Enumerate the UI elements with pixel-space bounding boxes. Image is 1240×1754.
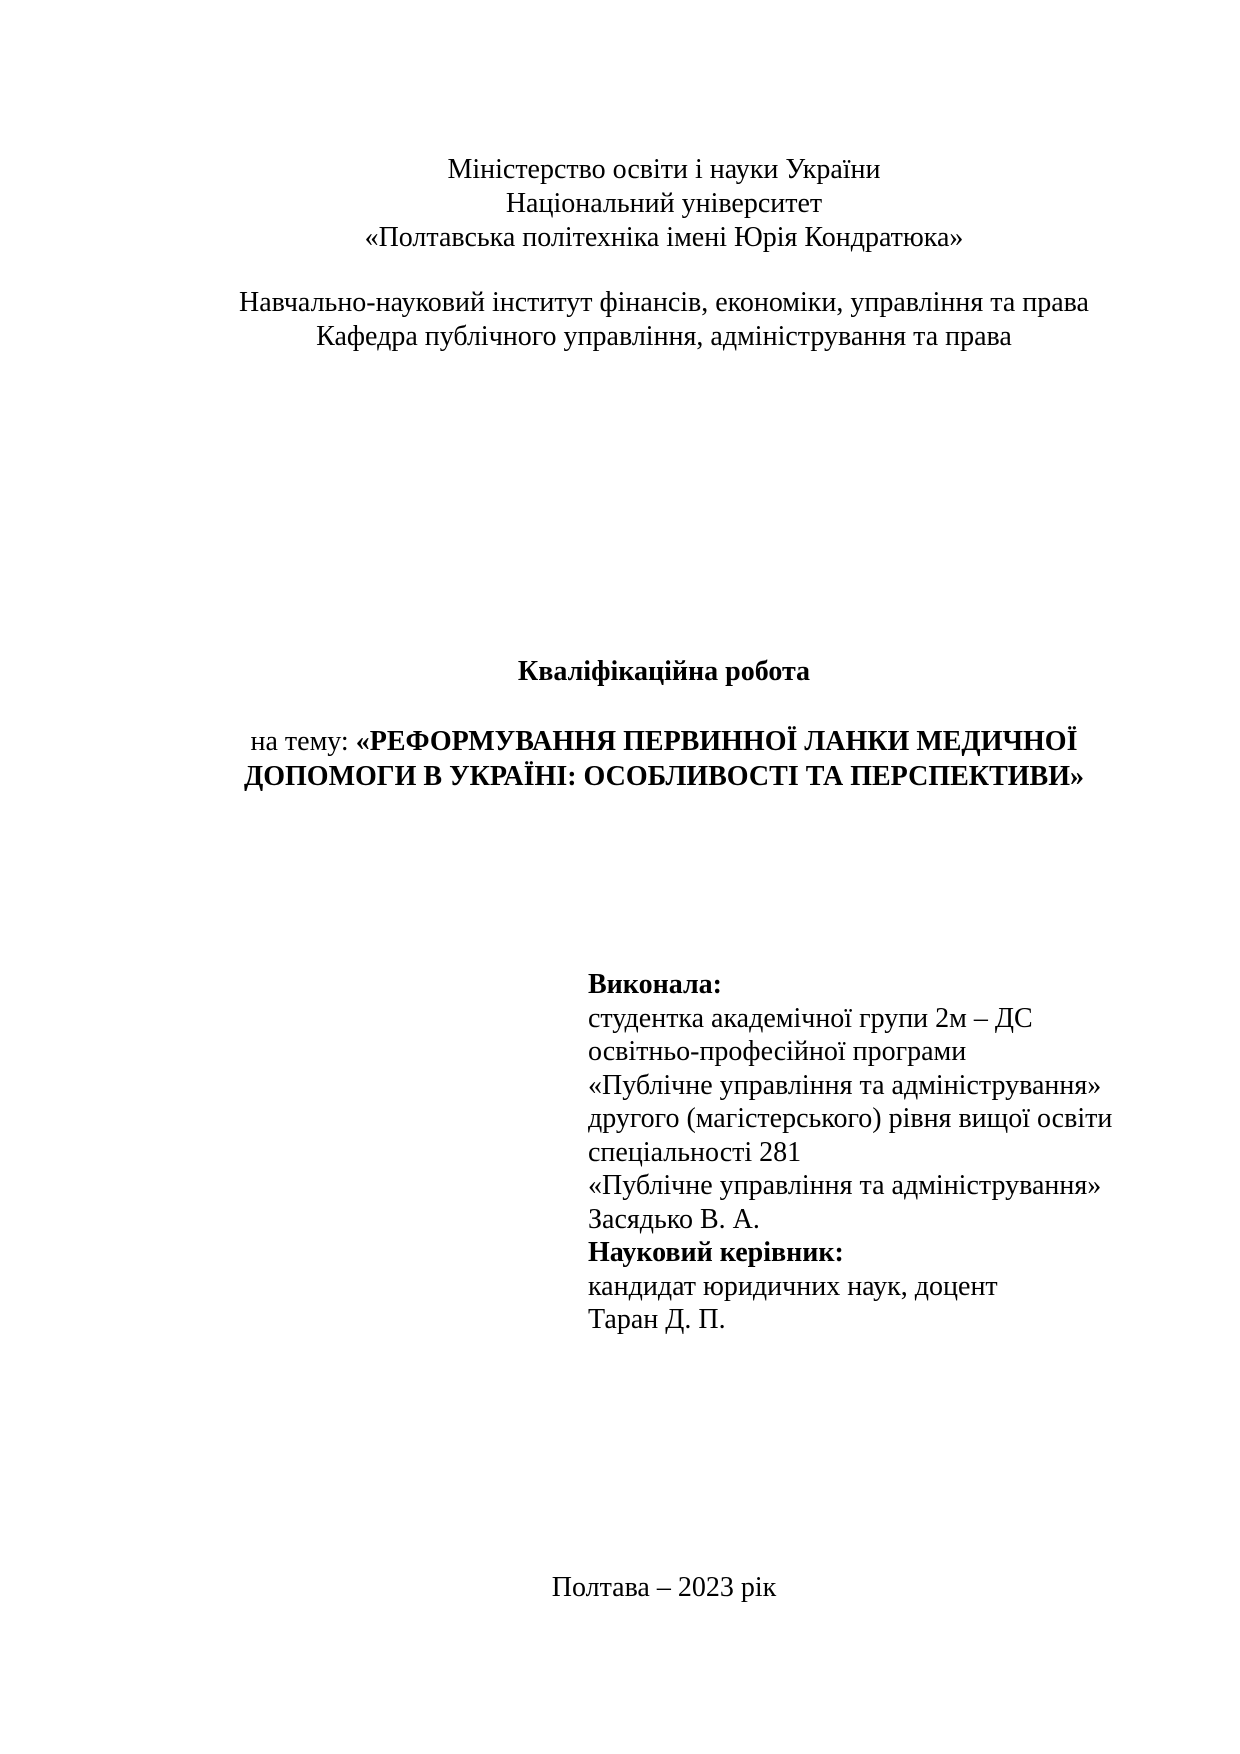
author-line: спеціальності 281 <box>588 1136 802 1168</box>
city-year-line: Полтава – 2023 рік <box>551 1572 777 1603</box>
author-line: другого (магістерського) рівня вищої освіти <box>588 1103 1113 1134</box>
ministry-line: Міністерство освіти і науки України <box>447 154 881 185</box>
supervisor-name-line: Таран Д. П. <box>588 1304 726 1335</box>
author-line: «Публічне управління та адміністрування» <box>588 1069 1102 1101</box>
institution-header <box>177 153 1151 255</box>
topic-prefix: на тему: <box>250 726 356 757</box>
author-block <box>588 968 1151 1337</box>
work-topic <box>177 724 1151 794</box>
performed-by-label: Виконала: <box>588 969 722 1000</box>
author-line: студентка академічної групи 2м – ДС <box>588 1002 1033 1034</box>
author-line: «Публічне управління та адміністрування» <box>588 1170 1102 1201</box>
author-name-line: Засядько В. А. <box>588 1203 760 1235</box>
topic-title-part-1: «РЕФОРМУВАННЯ ПЕРВИННОЇ ЛАНКИ МЕДИЧНОЇ <box>355 726 1078 757</box>
supervisor-label: Науковий керівник: <box>588 1237 844 1268</box>
work-type-heading: Кваліфікаційна робота <box>517 656 811 687</box>
university-line: Національний університет <box>505 188 823 219</box>
department-line: Кафедра публічного управління, адміністрування та права <box>316 321 1012 352</box>
university-name-line: «Полтавська політехніка імені Юрія Кондратюка» <box>364 222 964 253</box>
topic-line-2: ДОПОМОГИ В УКРАЇНІ: ОСОБЛИВОСТІ ТА ПЕРСПЕКТИВИ» <box>243 761 1085 792</box>
institute-header <box>177 286 1151 354</box>
topic-line-1 <box>177 724 1151 759</box>
author-line: освітньо-професійної програми <box>588 1036 967 1067</box>
supervisor-degree-line: кандидат юридичних наук, доцент <box>588 1270 998 1302</box>
institute-line: Навчально-науковий інститут фінансів, економіки, управління та права <box>239 287 1089 318</box>
